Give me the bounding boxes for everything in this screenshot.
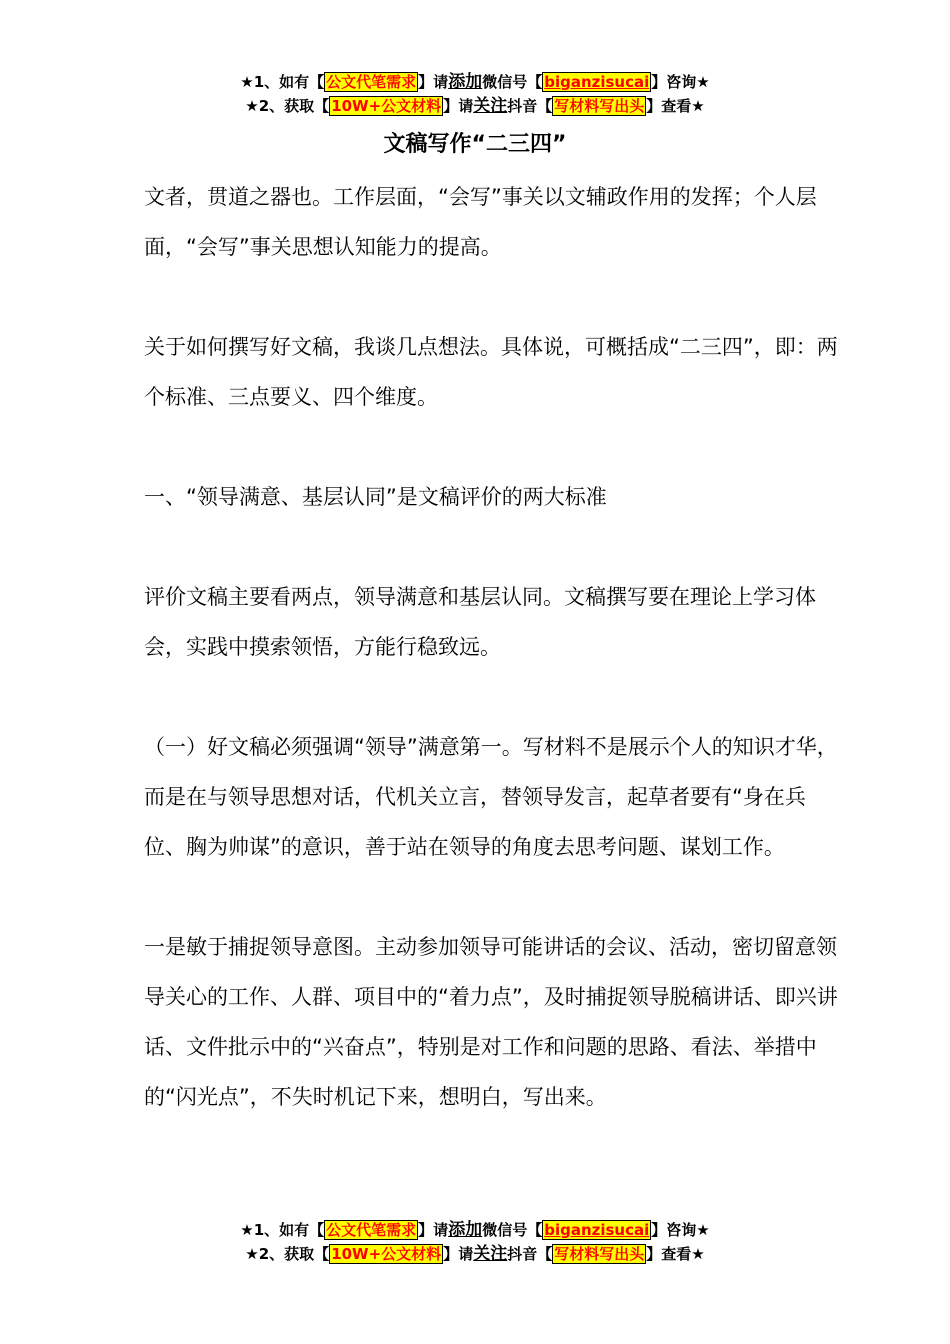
paragraph-gap xyxy=(144,872,844,922)
banner-emphasis: 添加 xyxy=(448,72,483,92)
banner-text: 】请 xyxy=(443,97,474,115)
banner-text: ★2、获取【 xyxy=(245,1245,330,1263)
banner-text: 】咨询★ xyxy=(651,1221,710,1239)
banner-emphasis: 关注 xyxy=(473,96,508,116)
banner-emphasis: 添加 xyxy=(448,1220,483,1240)
banner-text: 抖音【 xyxy=(507,1245,553,1263)
header-banner xyxy=(0,70,950,118)
banner-text: 】查看★ xyxy=(646,97,705,115)
banner-text: ★1、如有【 xyxy=(240,1221,325,1239)
banner-text: 微信号【 xyxy=(482,73,543,91)
banner-text: 】咨询★ xyxy=(651,73,710,91)
banner-highlight-douyin: 写材料写出头 xyxy=(554,97,645,115)
banner-text: 微信号【 xyxy=(482,1221,543,1239)
banner-text: 】查看★ xyxy=(646,1245,705,1263)
banner-text: 】请 xyxy=(418,73,449,91)
banner-text: 】请 xyxy=(418,1221,449,1239)
document-body xyxy=(144,172,844,1122)
banner-highlight-douyin: 写材料写出头 xyxy=(554,1245,645,1263)
paragraph: 一是敏于捕捉领导意图。主动参加领导可能讲话的会议、活动，密切留意领导关心的工作、人群、项目中的“着力点”，及时捕捉领导脱稿讲话、即兴讲话、文件批示中的“兴奋点”，特别是对工作和问题的思路、看法、举措中的“闪光点”，不失时机记下来，想明白，写出来。 xyxy=(144,935,838,1109)
banner-highlight-wechat-id: biganzisucai xyxy=(544,73,650,91)
document-title: 文稿写作“二三四” xyxy=(383,132,567,157)
paragraph-gap xyxy=(144,422,844,472)
banner-text: 】请 xyxy=(443,1245,474,1263)
paragraph-gap xyxy=(144,272,844,322)
banner-text: ★2、获取【 xyxy=(245,97,330,115)
section-heading: 一、“领导满意、基层认同”是文稿评价的两大标准 xyxy=(144,485,607,509)
footer-banner xyxy=(0,1218,950,1266)
paragraph: 关于如何撰写好文稿，我谈几点想法。具体说，可概括成“二三四”，即：两个标准、三点要义、四个维度。 xyxy=(144,335,838,409)
paragraph: 文者，贯道之器也。工作层面，“会写”事关以文辅政作用的发挥；个人层面，“会写”事关思想认知能力的提高。 xyxy=(144,185,817,259)
banner-line-2 xyxy=(0,94,950,118)
banner-line-1 xyxy=(0,1218,950,1242)
paragraph: （一）好文稿必须强调“领导”满意第一。写材料不是展示个人的知识才华，而是在与领导思想对话，代机关立言，替领导发言，起草者要有“身在兵位、胸为帅谋”的意识，善于站在领导的角度去思考问题、谋划工作。 xyxy=(144,735,838,859)
banner-line-2 xyxy=(0,1242,950,1266)
banner-highlight-wechat-id: biganzisucai xyxy=(544,1221,650,1239)
paragraph-gap xyxy=(144,672,844,722)
banner-line-1 xyxy=(0,70,950,94)
banner-highlight-service: 公文代笔需求 xyxy=(326,1221,417,1239)
banner-text: 抖音【 xyxy=(507,97,553,115)
banner-highlight-service: 公文代笔需求 xyxy=(326,73,417,91)
banner-emphasis: 关注 xyxy=(473,1244,508,1264)
paragraph: 评价文稿主要看两点，领导满意和基层认同。文稿撰写要在理论上学习体会，实践中摸索领悟，方能行稳致远。 xyxy=(144,585,816,659)
banner-highlight-materials: 10W+公文材料 xyxy=(331,1245,442,1263)
banner-highlight-materials: 10W+公文材料 xyxy=(331,97,442,115)
banner-text: ★1、如有【 xyxy=(240,73,325,91)
paragraph-gap xyxy=(144,522,844,572)
